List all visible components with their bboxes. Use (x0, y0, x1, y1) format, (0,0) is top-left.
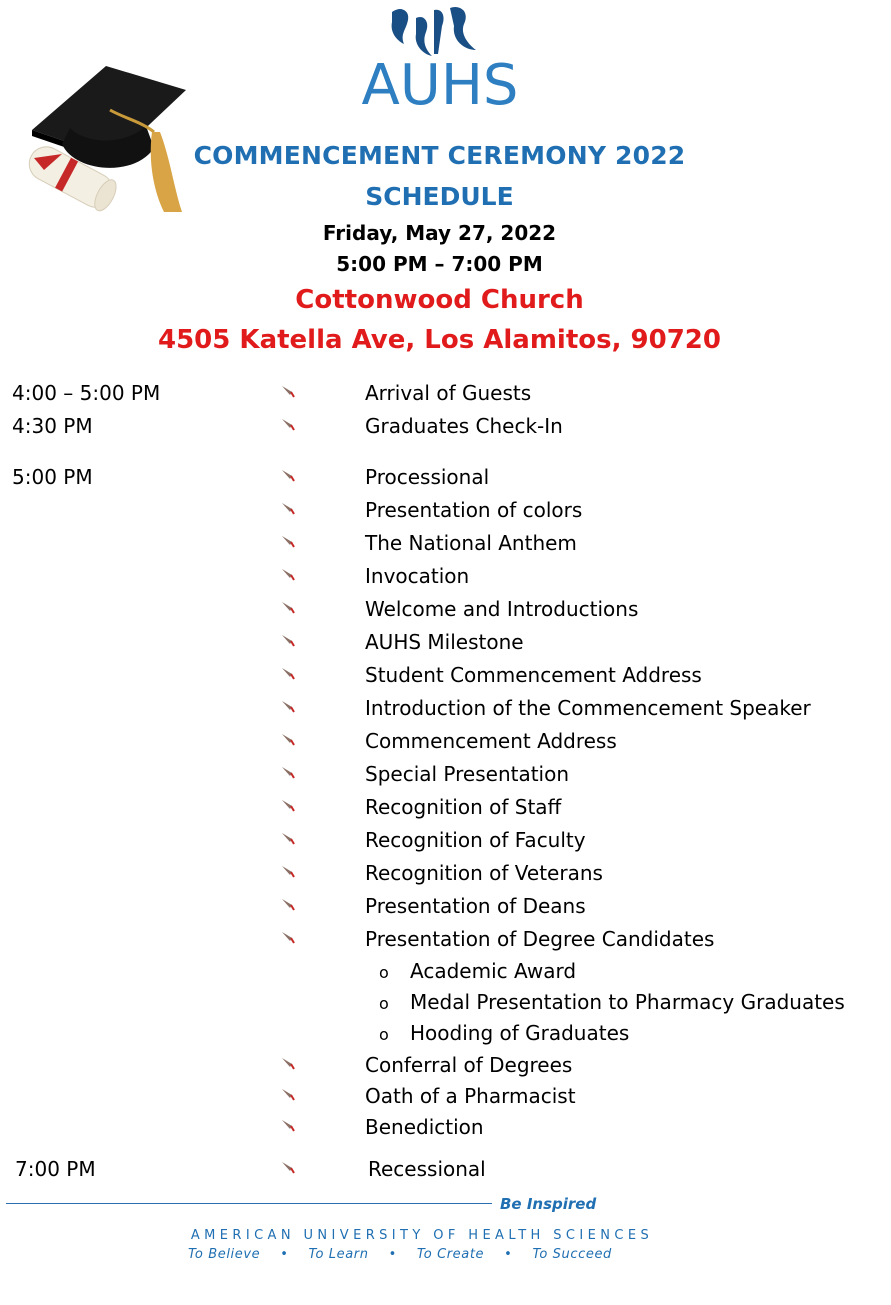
scroll-bullet-icon (280, 1086, 296, 1102)
schedule-row (0, 729, 891, 759)
pillar-succeed: To Succeed (532, 1247, 612, 1262)
scroll-bullet-icon (280, 533, 296, 549)
scroll-bullet-icon (280, 599, 296, 615)
schedule-sub-item (0, 959, 891, 989)
scroll-bullet-icon (280, 896, 296, 912)
schedule-time: 4:30 PM (12, 414, 93, 438)
schedule-event: Arrival of Guests (365, 381, 532, 405)
schedule-event: Introduction of the Commencement Speaker (365, 696, 811, 720)
schedule-event: Presentation of Deans (365, 894, 586, 918)
scroll-bullet-icon (280, 632, 296, 648)
schedule-event: Recognition of Staff (365, 795, 562, 819)
schedule-sub-event: Academic Award (410, 959, 577, 983)
schedule-event: Welcome and Introductions (365, 597, 639, 621)
schedule-row (0, 1053, 891, 1083)
schedule-row (0, 564, 891, 594)
ceremony-title: COMMENCEMENT CEREMONY 2022 (193, 141, 686, 170)
scroll-bullet-icon (280, 863, 296, 879)
scroll-bullet-icon (280, 1117, 296, 1133)
footer-pillars (188, 1247, 612, 1262)
footer-motto: Be Inspired (500, 1195, 597, 1213)
schedule-row (0, 630, 891, 660)
schedule-sub-item (0, 1021, 891, 1051)
schedule-event: Presentation of Degree Candidates (365, 927, 715, 951)
scroll-bullet-icon (280, 830, 296, 846)
schedule-row (0, 1115, 891, 1145)
footer-divider (6, 1203, 492, 1204)
schedule-sub-item (0, 990, 891, 1020)
schedule-sub-event: Hooding of Graduates (410, 1021, 630, 1045)
pillar-learn: To Learn (308, 1247, 369, 1262)
schedule-event: Special Presentation (365, 762, 570, 786)
schedule-row (0, 498, 891, 528)
scroll-bullet-icon (280, 698, 296, 714)
schedule-event: Conferral of Degrees (365, 1053, 573, 1077)
scroll-bullet-icon (280, 665, 296, 681)
schedule-time: 5:00 PM (12, 465, 93, 489)
schedule-row (0, 1084, 891, 1114)
schedule-sub-event: Medal Presentation to Pharmacy Graduates (410, 990, 845, 1014)
separator-dot: • (504, 1247, 513, 1262)
auhs-logo (330, 4, 550, 116)
pillar-create: To Create (416, 1247, 485, 1262)
schedule-row (0, 381, 891, 411)
schedule-event: Invocation (365, 564, 470, 588)
separator-dot: • (388, 1247, 397, 1262)
schedule-time: 4:00 – 5:00 PM (12, 381, 161, 405)
schedule-row (0, 762, 891, 792)
logo-text: AUHS (361, 53, 519, 116)
schedule-row (0, 414, 891, 444)
schedule-row (0, 663, 891, 693)
scroll-bullet-icon (280, 929, 296, 945)
schedule-event: Processional (365, 465, 490, 489)
schedule-event: Graduates Check-In (365, 414, 563, 438)
schedule-row (0, 927, 891, 957)
schedule-event: Recessional (368, 1157, 486, 1181)
venue-address: 4505 Katella Ave, Los Alamitos, 90720 (158, 325, 721, 355)
circle-bullet-icon: o (379, 994, 389, 1013)
schedule-time: 7:00 PM (15, 1157, 96, 1181)
schedule-row (0, 1157, 891, 1187)
university-name: AMERICAN UNIVERSITY OF HEALTH SCIENCES (190, 1228, 654, 1243)
schedule-event: Student Commencement Address (365, 663, 702, 687)
scroll-bullet-icon (280, 731, 296, 747)
schedule-event: Benediction (365, 1115, 484, 1139)
circle-bullet-icon: o (379, 1025, 389, 1044)
scroll-bullet-icon (280, 797, 296, 813)
scroll-bullet-icon (280, 566, 296, 582)
schedule-row (0, 828, 891, 858)
schedule-event: Presentation of colors (365, 498, 583, 522)
schedule-event: Commencement Address (365, 729, 617, 753)
schedule-row (0, 696, 891, 726)
scroll-bullet-icon (280, 467, 296, 483)
schedule-title: SCHEDULE (365, 182, 514, 211)
schedule-event: AUHS Milestone (365, 630, 524, 654)
venue-name: Cottonwood Church (295, 285, 584, 315)
scroll-bullet-icon (280, 383, 296, 399)
schedule-row (0, 465, 891, 495)
event-time-range: 5:00 PM – 7:00 PM (336, 252, 543, 276)
schedule-row (0, 861, 891, 891)
schedule-event: The National Anthem (365, 531, 577, 555)
scroll-bullet-icon (280, 500, 296, 516)
scroll-bullet-icon (280, 1159, 296, 1175)
circle-bullet-icon: o (379, 963, 389, 982)
separator-dot: • (280, 1247, 289, 1262)
schedule-event: Oath of a Pharmacist (365, 1084, 576, 1108)
pillar-believe: To Believe (188, 1247, 261, 1262)
scroll-bullet-icon (280, 416, 296, 432)
schedule-row (0, 795, 891, 825)
schedule-row (0, 531, 891, 561)
schedule-event: Recognition of Faculty (365, 828, 586, 852)
schedule-row (0, 597, 891, 627)
scroll-bullet-icon (280, 764, 296, 780)
schedule-event: Recognition of Veterans (365, 861, 603, 885)
schedule-row (0, 894, 891, 924)
event-date: Friday, May 27, 2022 (322, 221, 557, 245)
scroll-bullet-icon (280, 1055, 296, 1071)
